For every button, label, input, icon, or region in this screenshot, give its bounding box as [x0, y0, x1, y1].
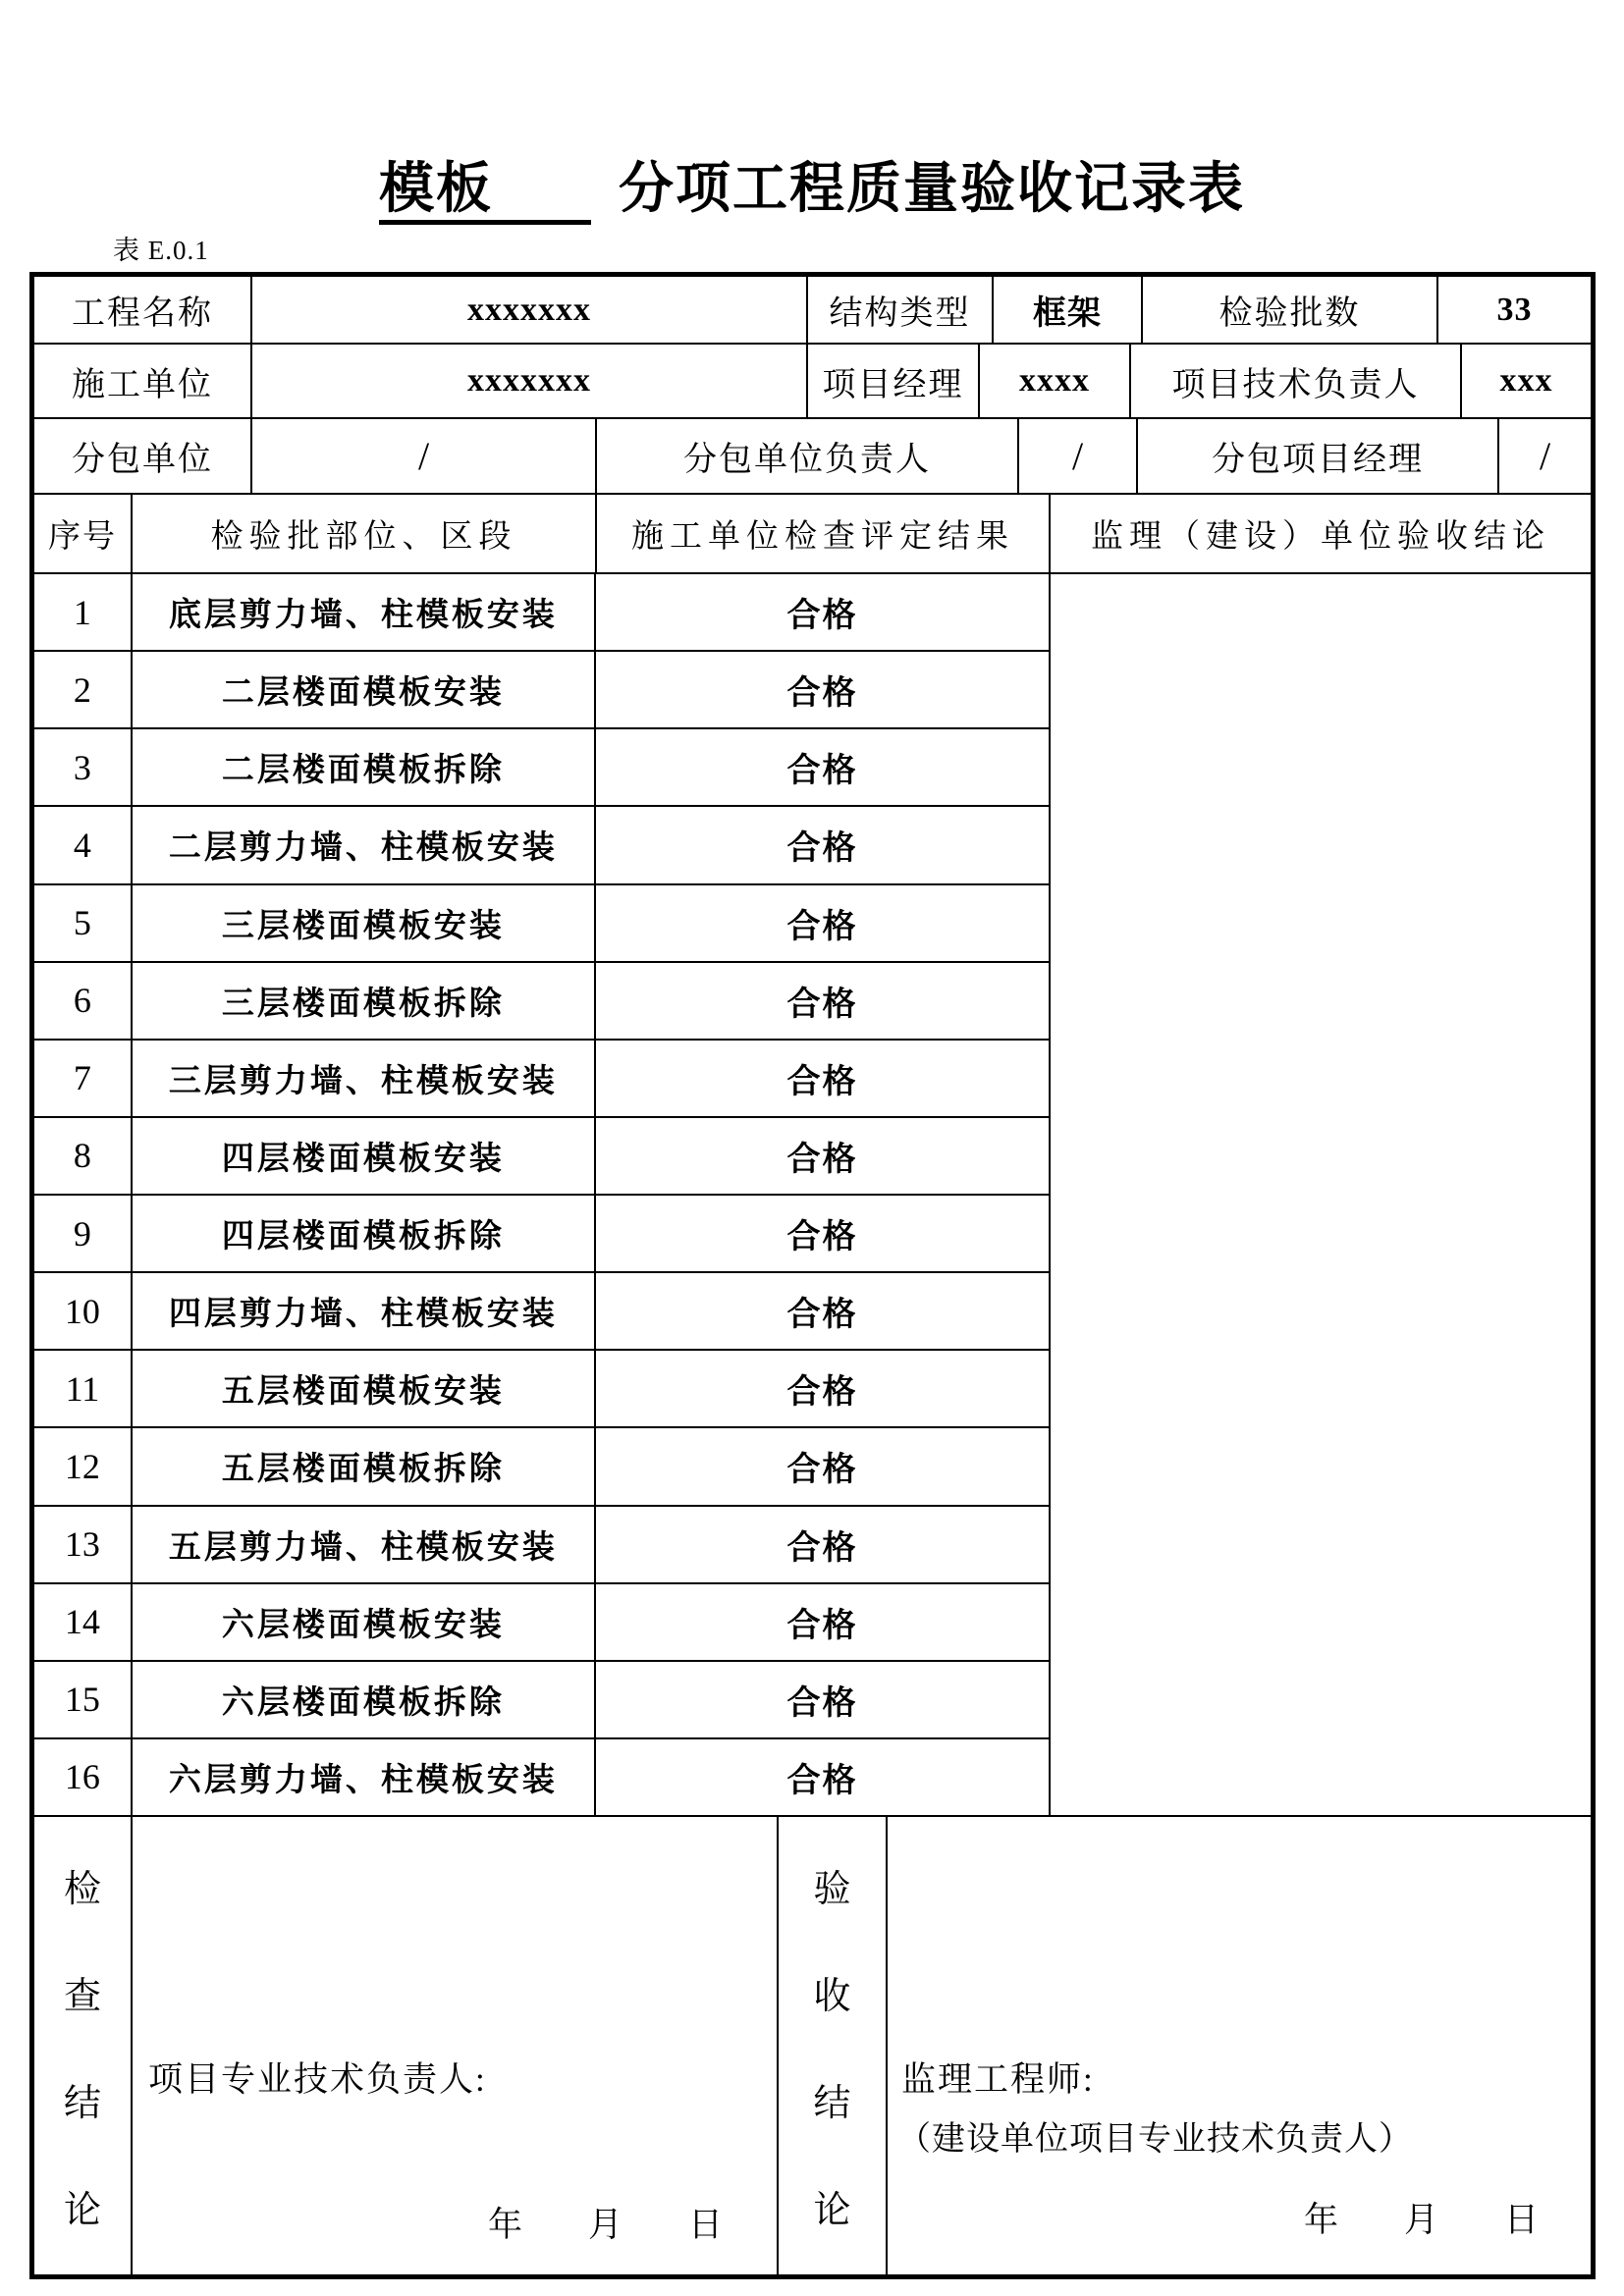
row-number: 11	[34, 1351, 133, 1426]
project-manager-label: 项目经理	[808, 345, 980, 417]
table-row	[34, 1196, 1049, 1273]
list-header-row	[34, 495, 1591, 574]
accept-conclusion-label: 验 收 结 论	[779, 1817, 888, 2274]
table-row	[34, 1041, 1049, 1118]
row-location: 底层剪力墙、柱模板安装	[133, 574, 596, 650]
row-result: 合格	[786, 1374, 858, 1412]
row-location: 五层剪力墙、柱模板安装	[133, 1507, 596, 1582]
row-location: 三层剪力墙、柱模板安装	[133, 1041, 596, 1116]
row-number: 12	[34, 1428, 133, 1504]
table-row	[34, 1118, 1049, 1196]
info-row-subcontractor	[34, 419, 1591, 495]
subcontractor-label: 分包单位	[34, 419, 252, 493]
row-location: 二层剪力墙、柱模板安装	[133, 807, 596, 882]
row-number: 3	[34, 729, 133, 805]
batch-count-value: 33	[1496, 291, 1533, 328]
row-location: 四层楼面模板安装	[133, 1118, 596, 1194]
table-row	[34, 885, 1049, 963]
row-result: 合格	[786, 1762, 858, 1799]
check-signer-label: 项目专业技术负责人:	[148, 2060, 487, 2099]
row-number: 2	[34, 652, 133, 727]
row-location: 三层楼面模板安装	[133, 885, 596, 961]
row-result: 合格	[786, 1529, 858, 1567]
row-number: 13	[34, 1507, 133, 1582]
batch-rows	[34, 574, 1051, 1815]
batch-list	[34, 574, 1591, 1817]
record-table	[29, 272, 1596, 2279]
project-manager-value: xxxx	[980, 345, 1131, 417]
row-location: 六层楼面模板安装	[133, 1584, 596, 1660]
supervisor-conclusion-cell	[1051, 574, 1591, 1815]
owner-tech-director-note: （建设单位项目专业技术负责人）	[897, 2121, 1413, 2158]
row-location: 五层楼面模板拆除	[133, 1428, 596, 1504]
row-location: 六层楼面模板拆除	[133, 1662, 596, 1737]
table-row	[34, 1584, 1049, 1662]
contractor-value: xxxxxxx	[252, 345, 808, 417]
row-location: 四层楼面模板拆除	[133, 1196, 596, 1271]
check-conclusion-cell	[133, 1817, 779, 2274]
table-row	[34, 1351, 1049, 1428]
row-location: 六层剪力墙、柱模板安装	[133, 1739, 596, 1815]
header-result: 施工单位检查评定结果	[597, 495, 1051, 572]
row-result: 合格	[786, 675, 858, 713]
table-row	[34, 1273, 1049, 1351]
supervisor-engineer-label: 监理工程师:	[901, 2060, 1095, 2099]
row-result: 合格	[786, 1219, 858, 1256]
table-row	[34, 1428, 1049, 1506]
structure-type-value: 框架	[994, 277, 1143, 343]
header-conclusion: 监理（建设）单位验收结论	[1091, 519, 1550, 555]
row-number: 9	[34, 1196, 133, 1271]
info-row-project	[34, 277, 1591, 345]
subcontract-pm-value: /	[1539, 434, 1551, 478]
tech-director-value: xxx	[1499, 362, 1553, 399]
table-row	[34, 1662, 1049, 1739]
table-row	[34, 574, 1049, 652]
row-result: 合格	[786, 1607, 858, 1644]
structure-type-label: 结构类型	[808, 277, 994, 343]
check-date-label: 年 月 日	[488, 2206, 739, 2244]
table-row	[34, 807, 1049, 884]
row-number: 10	[34, 1273, 133, 1349]
row-result: 合格	[786, 830, 858, 868]
subcontractor-head-value: /	[1019, 419, 1138, 493]
project-name-value: xxxxxxx	[252, 277, 808, 343]
row-result: 合格	[786, 1141, 858, 1178]
tech-director-label: 项目技术负责人	[1131, 345, 1462, 417]
table-row	[34, 1507, 1049, 1584]
row-number: 16	[34, 1739, 133, 1815]
table-row	[34, 1739, 1049, 1815]
row-result: 合格	[786, 1684, 858, 1722]
batch-count-label: 检验批数	[1143, 277, 1438, 343]
row-location: 二层楼面模板安装	[133, 652, 596, 727]
row-number: 7	[34, 1041, 133, 1116]
accept-date-label: 年 月 日	[1304, 2201, 1555, 2239]
row-result: 合格	[786, 1297, 858, 1334]
row-result: 合格	[786, 598, 858, 635]
row-number: 1	[34, 574, 133, 650]
row-number: 6	[34, 963, 133, 1039]
row-number: 4	[34, 807, 133, 882]
row-result: 合格	[786, 1063, 858, 1100]
table-number-label: 表 E.0.1	[113, 236, 209, 265]
row-result: 合格	[786, 753, 858, 790]
check-conclusion-label: 检 查 结 论	[34, 1817, 133, 2274]
title-underlined-part: 模板	[379, 159, 591, 225]
subcontractor-value: /	[252, 419, 597, 493]
row-number: 15	[34, 1662, 133, 1737]
table-row	[34, 963, 1049, 1041]
contractor-label: 施工单位	[34, 345, 252, 417]
table-row	[34, 652, 1049, 729]
row-result: 合格	[786, 1452, 858, 1489]
row-location: 三层楼面模板拆除	[133, 963, 596, 1039]
page-title	[0, 145, 1624, 224]
row-location: 五层楼面模板安装	[133, 1351, 596, 1426]
info-row-contractor	[34, 345, 1591, 419]
table-row	[34, 729, 1049, 807]
row-location: 四层剪力墙、柱模板安装	[133, 1273, 596, 1349]
row-result: 合格	[786, 986, 858, 1023]
signature-section	[34, 1817, 1591, 2274]
header-location: 检验批部位、区段	[133, 495, 597, 572]
title-rest-part: 分项工程质量验收记录表	[619, 159, 1245, 220]
subcontract-pm-label: 分包项目经理	[1138, 419, 1499, 493]
row-location: 二层楼面模板拆除	[133, 729, 596, 805]
header-seq: 序号	[34, 495, 133, 572]
row-number: 14	[34, 1584, 133, 1660]
row-number: 8	[34, 1118, 133, 1194]
row-result: 合格	[786, 908, 858, 945]
project-name-label: 工程名称	[34, 277, 252, 343]
subcontractor-head-label: 分包单位负责人	[597, 419, 1019, 493]
accept-conclusion-cell	[888, 1817, 1591, 2274]
row-number: 5	[34, 885, 133, 961]
